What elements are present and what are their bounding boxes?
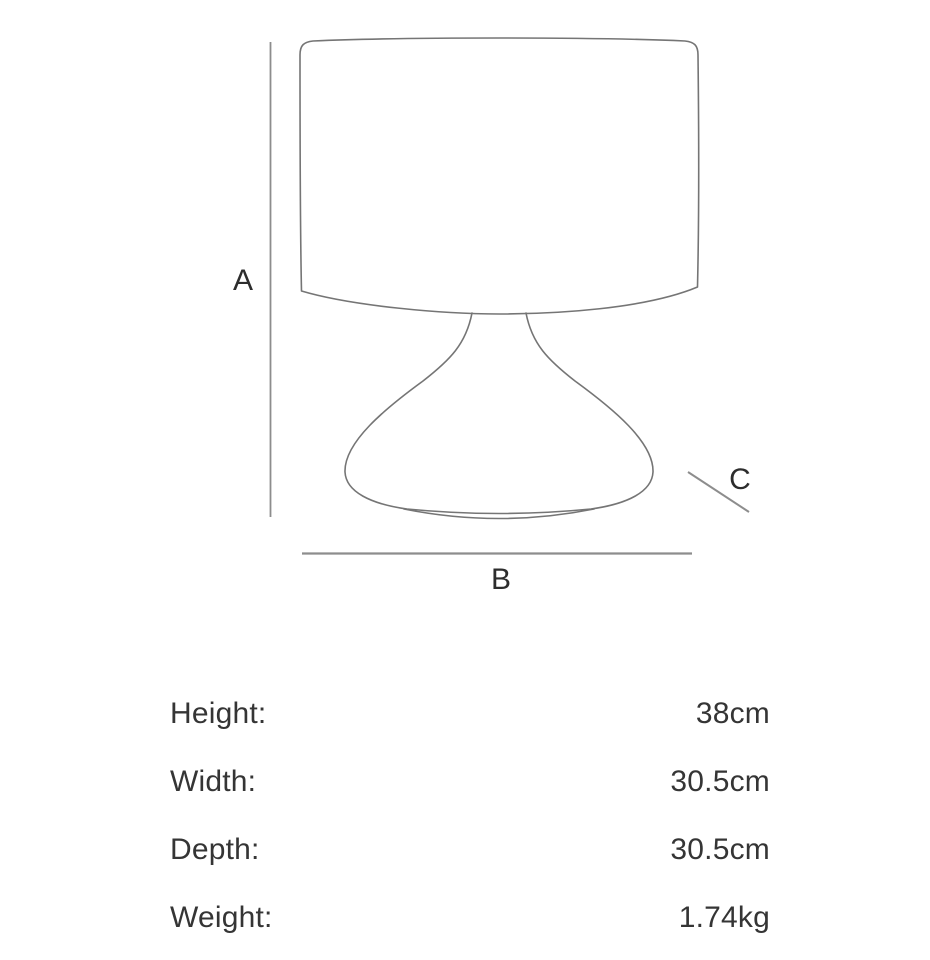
lamp-base-outline xyxy=(345,313,653,514)
spec-label: Weight: xyxy=(170,901,273,934)
width-dimension-label: B xyxy=(490,563,512,596)
specifications-list xyxy=(170,691,770,960)
spec-value: 1.74kg xyxy=(678,901,770,934)
height-dimension-label: A xyxy=(232,264,254,297)
spec-label: Width: xyxy=(170,765,257,798)
spec-value: 30.5cm xyxy=(670,765,770,798)
spec-label: Height: xyxy=(170,697,267,730)
spec-row-height xyxy=(170,691,770,736)
spec-row-weight xyxy=(170,895,770,940)
lamp-shade-outline xyxy=(300,38,699,314)
spec-row-width xyxy=(170,759,770,804)
depth-dimension-label: C xyxy=(729,463,751,496)
spec-label: Depth: xyxy=(170,833,260,866)
spec-value: 30.5cm xyxy=(670,833,770,866)
spec-value: 38cm xyxy=(695,697,770,730)
spec-row-depth xyxy=(170,827,770,872)
